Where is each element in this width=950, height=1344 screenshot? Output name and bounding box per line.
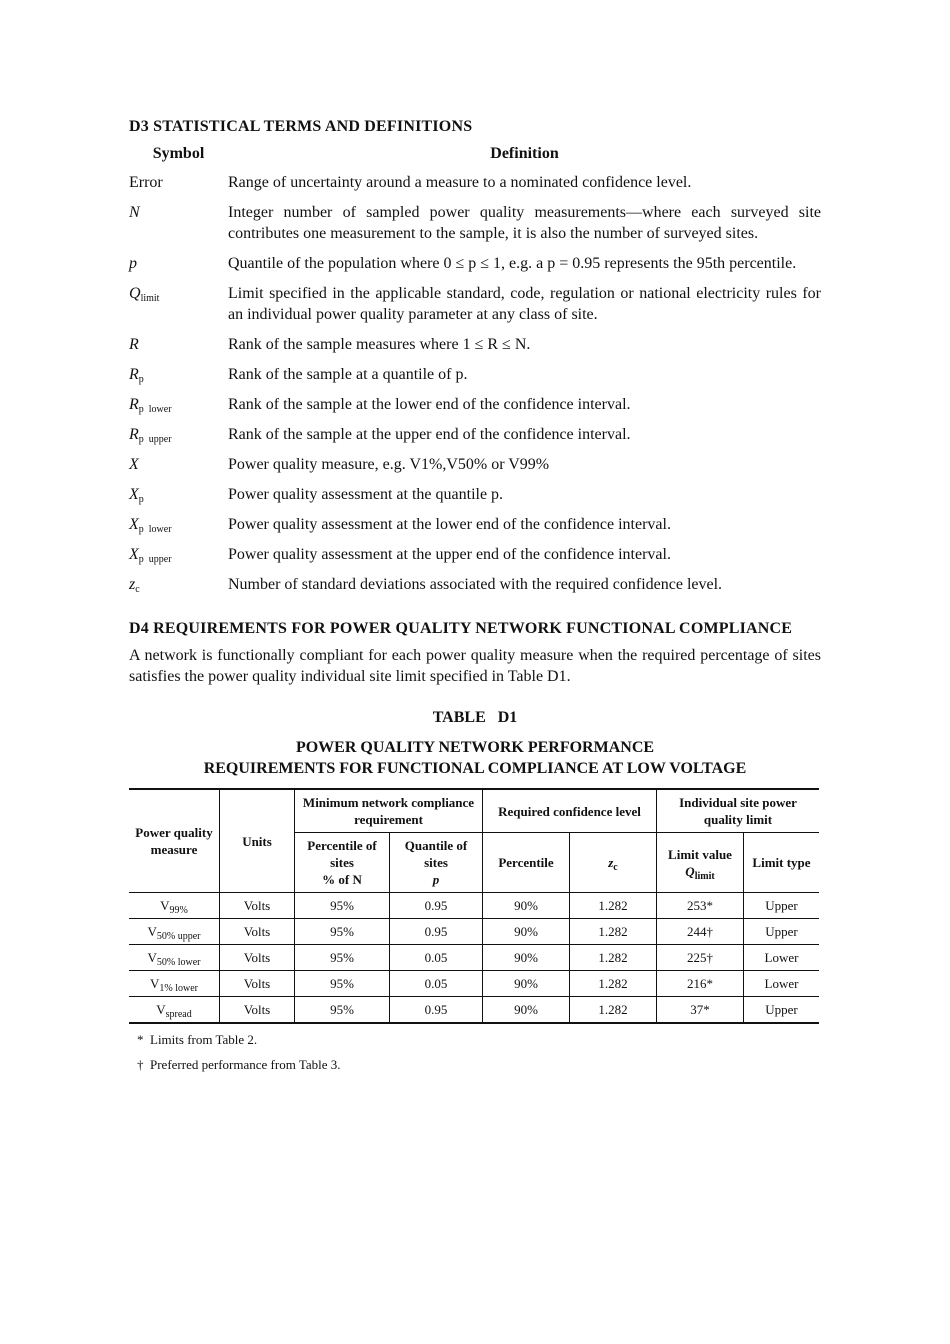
term-symbol: Error: [129, 174, 163, 191]
cell-percentile: 90%: [483, 919, 570, 945]
term-row-xp: [129, 484, 821, 514]
term-row-rp: [129, 364, 821, 394]
term-definition: Number of standard deviations associated with the required confidence level.: [228, 576, 723, 593]
term-symbol: $z_c$: [129, 576, 140, 595]
term-symbol: X: [129, 456, 139, 473]
table-d1: [129, 788, 819, 1024]
term-definition: Power quality measure, e.g. V1%,V50% or V99%: [228, 456, 550, 473]
cell-units: Volts: [220, 971, 295, 997]
term-row-rp-lower: [129, 394, 821, 424]
cell-zc: 1.282: [570, 997, 657, 1024]
header-min-network-compliance: Minimum network compliance requirement: [295, 789, 483, 833]
cell-percentile-of-sites: 95%: [295, 919, 390, 945]
cell-quantile: 0.95: [390, 919, 483, 945]
term-row-rp-upper: [129, 424, 821, 454]
table-notes: [129, 1032, 821, 1082]
document-page: [129, 118, 821, 1082]
cell-quantile: 0.95: [390, 893, 483, 919]
term-definition: Rank of the sample at the upper end of the confidence interval.: [228, 426, 631, 443]
cell-zc: 1.282: [570, 919, 657, 945]
note-preferred: † Preferred performance from Table 3.: [137, 1057, 341, 1072]
table-row-vspread: [129, 997, 819, 1024]
table-row-v99: [129, 893, 819, 919]
cell-measure: $V_{1\% lower}$: [129, 971, 220, 997]
term-definition: Power quality assessment at the quantile p.: [228, 486, 504, 503]
cell-limit-type: Upper: [744, 893, 820, 919]
cell-units: Volts: [220, 919, 295, 945]
cell-limit-value: 216*: [657, 971, 744, 997]
term-symbol: N: [129, 204, 140, 221]
header-quantile-of-sites: Quantile of sites p: [390, 833, 483, 893]
header-units: Units: [220, 789, 295, 893]
cell-measure: $V_{50\% upper}$: [129, 919, 220, 945]
header-individual-site-limit: Individual site power quality limit: [657, 789, 820, 833]
cell-quantile: 0.05: [390, 945, 483, 971]
cell-units: Volts: [220, 945, 295, 971]
term-definition: Integer number of sampled power quality measurements—where each surveyed site contributes one measurement to the sample, it is also the number of surveyed sites.: [228, 204, 821, 242]
definition-column-header: Definition: [490, 145, 559, 162]
cell-zc: 1.282: [570, 971, 657, 997]
header-limit-value: Limit value $Q_{limit}$: [657, 833, 744, 893]
cell-limit-value: 225†: [657, 945, 744, 971]
term-symbol: $R_{p lower}$: [129, 396, 172, 415]
term-definition: Rank of the sample at a quantile of p.: [228, 366, 468, 383]
note-limits: * Limits from Table 2.: [137, 1032, 258, 1047]
cell-percentile-of-sites: 95%: [295, 971, 390, 997]
cell-percentile: 90%: [483, 893, 570, 919]
table-title: [129, 737, 821, 779]
cell-measure: $V_{spread}$: [129, 997, 220, 1024]
table-title-line2: REQUIREMENTS FOR FUNCTIONAL COMPLIANCE AT LOW VOLTAGE: [203, 760, 747, 777]
term-symbol: p: [129, 255, 137, 272]
term-row-xp-upper: [129, 544, 821, 574]
cell-measure: $V_{99\%}$: [129, 893, 220, 919]
table-row-v1-lower: [129, 971, 819, 997]
cell-limit-type: Lower: [744, 971, 820, 997]
cell-units: Volts: [220, 893, 295, 919]
term-definition: Power quality assessment at the upper end of the confidence interval.: [228, 546, 671, 563]
table-label: TABLE D1: [432, 709, 518, 726]
term-symbol: R: [129, 336, 139, 353]
term-definition: Rank of the sample measures where 1 ≤ R ≤ N.: [228, 336, 531, 353]
term-definition: Power quality assessment at the lower end of the confidence interval.: [228, 516, 671, 533]
header-zc: $z_c$: [570, 833, 657, 893]
header-power-quality-measure: Power quality measure: [129, 789, 220, 893]
definitions-table: [129, 145, 821, 604]
term-definition: Rank of the sample at the lower end of the confidence interval.: [228, 396, 631, 413]
header-percentile-of-sites: Percentile of sites % of N: [295, 833, 390, 893]
cell-percentile-of-sites: 95%: [295, 945, 390, 971]
cell-quantile: 0.95: [390, 997, 483, 1024]
cell-percentile-of-sites: 95%: [295, 893, 390, 919]
symbol-column-header: Symbol: [152, 145, 205, 162]
term-symbol: $Q_{limit}$: [129, 285, 160, 304]
table-row-v50-lower: [129, 945, 819, 971]
cell-limit-type: Upper: [744, 997, 820, 1024]
cell-percentile: 90%: [483, 997, 570, 1024]
term-row-n: [129, 202, 821, 253]
header-percentile: Percentile: [483, 833, 570, 893]
table-title-line1: POWER QUALITY NETWORK PERFORMANCE: [295, 739, 655, 756]
term-row-zc: [129, 574, 821, 604]
term-symbol: $X_{p lower}$: [129, 516, 172, 535]
term-row-xp-lower: [129, 514, 821, 544]
term-definition: Limit specified in the applicable standard, code, regulation or national electricity rules for an individual power quality parameter at any class of site.: [228, 285, 821, 323]
term-definition: Quantile of the population where 0 ≤ p ≤ 1, e.g. a p = 0.95 represents the 95th percentile.: [228, 255, 797, 272]
cell-limit-value: 37*: [657, 997, 744, 1024]
header-required-confidence: Required confidence level: [483, 789, 657, 833]
cell-limit-value: 253*: [657, 893, 744, 919]
cell-limit-type: Upper: [744, 919, 820, 945]
cell-percentile: 90%: [483, 945, 570, 971]
cell-limit-value: 244†: [657, 919, 744, 945]
d4-heading: D4 REQUIREMENTS FOR POWER QUALITY NETWORK FUNCTIONAL COMPLIANCE: [129, 620, 793, 637]
term-symbol: $R_{p upper}$: [129, 426, 172, 445]
d3-heading: D3 STATISTICAL TERMS AND DEFINITIONS: [129, 118, 473, 135]
cell-units: Volts: [220, 997, 295, 1024]
cell-quantile: 0.05: [390, 971, 483, 997]
term-symbol: $R_p$: [129, 366, 144, 385]
term-row-x: [129, 454, 821, 484]
cell-limit-type: Lower: [744, 945, 820, 971]
term-row-r: [129, 334, 821, 364]
cell-zc: 1.282: [570, 945, 657, 971]
term-symbol: $X_{p upper}$: [129, 546, 172, 565]
cell-measure: $V_{50\% lower}$: [129, 945, 220, 971]
table-row-v50-upper: [129, 919, 819, 945]
term-row-q-limit: [129, 283, 821, 334]
header-limit-type: Limit type: [744, 833, 820, 893]
term-row-error: [129, 172, 821, 202]
cell-percentile-of-sites: 95%: [295, 997, 390, 1024]
term-symbol: $X_p$: [129, 486, 144, 505]
cell-percentile: 90%: [483, 971, 570, 997]
term-row-p: [129, 253, 821, 283]
d4-paragraph: A network is functionally compliant for each power quality measure when the required percentage of sites satisfies the power quality individual site limit specified in Table D1.: [129, 647, 821, 685]
term-definition: Range of uncertainty around a measure to a nominated confidence level.: [228, 174, 692, 191]
cell-zc: 1.282: [570, 893, 657, 919]
